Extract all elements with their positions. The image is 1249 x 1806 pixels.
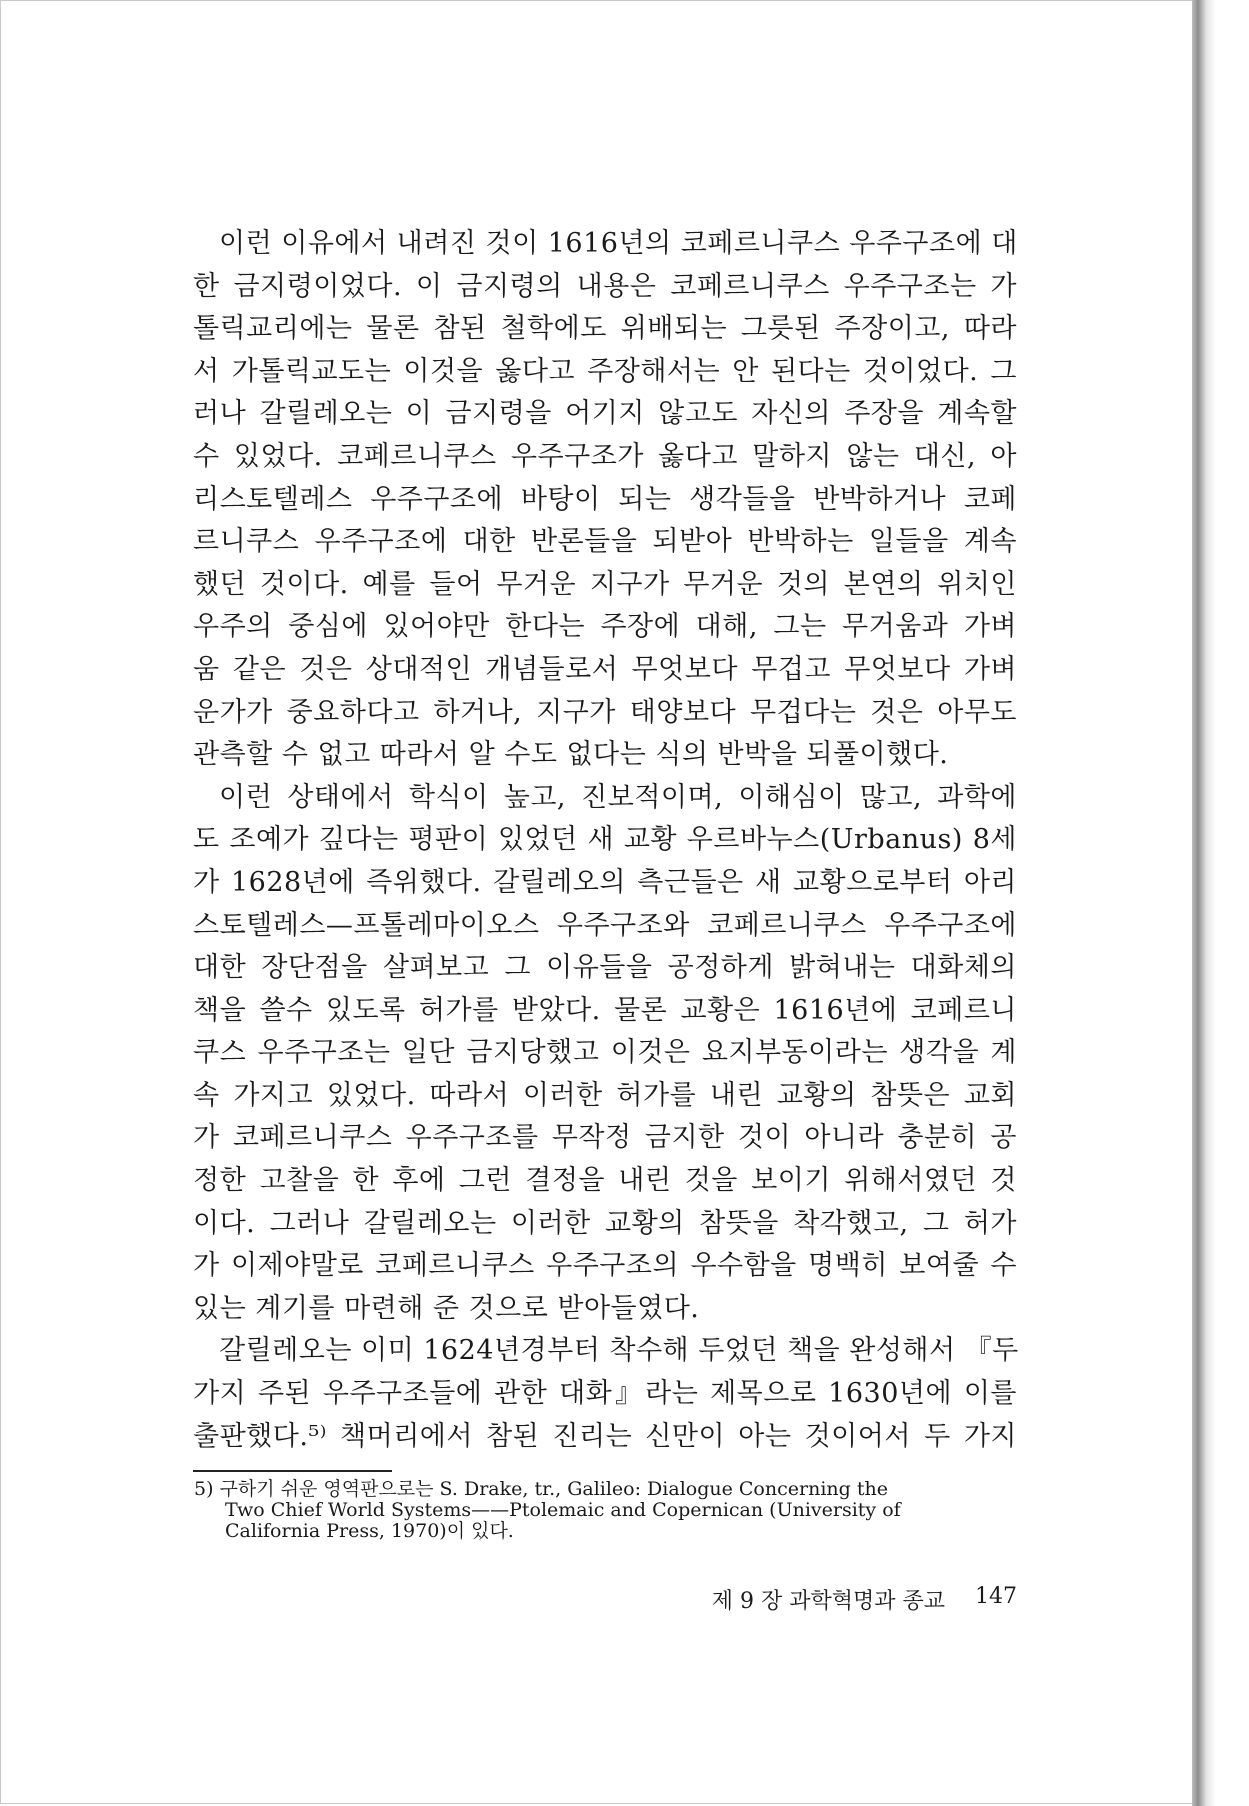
text-line: 쿠스 우주구조는 일단 금지당했고 이것은 요지부동이라는 생각을 계 — [193, 1037, 1017, 1069]
paragraph — [193, 777, 1017, 1331]
text-line: 있는 계기를 마련해 준 것으로 받아들였다. — [193, 1292, 700, 1324]
text-line: 스토텔레스—프톨레마이오스 우주구조와 코페르니쿠스 우주구조에 — [193, 909, 1017, 941]
text-line: 갈릴레오는 이미 1624년경부터 착수해 두었던 책을 완성해서 『두 — [219, 1335, 1019, 1367]
paragraph — [193, 1330, 1017, 1458]
text-line: 도 조예가 깊다는 평판이 있었던 새 교황 우르바누스(Urbanus) 8세 — [193, 824, 1017, 856]
footnote — [194, 1478, 1017, 1542]
footnote-line: 5) 구하기 쉬운 영역판으로는 S. Drake, tr., Galileo: Dialogue Concerning the — [194, 1478, 888, 1500]
page-number: 147 — [975, 1584, 1017, 1609]
footnote-divider — [193, 1470, 392, 1472]
text-line: 운가가 중요하다고 하거나, 지구가 태양보다 무겁다는 것은 아무도 — [193, 696, 1017, 728]
body-text — [193, 223, 1017, 1458]
text-line: 책을 쓸수 있도록 허가를 받았다. 물론 교황은 1616년에 코페르니 — [193, 994, 1017, 1026]
text-line: 정한 고찰을 한 후에 그런 결정을 내린 것을 보이기 위해서였던 것 — [193, 1165, 1017, 1197]
text-line: 움 같은 것은 상대적인 개념들로서 무엇보다 무겁고 무엇보다 가벼 — [193, 653, 1017, 685]
text-line: 르니쿠스 우주구조에 대한 반론들을 되받아 반박하는 일들을 계속 — [193, 526, 1017, 558]
running-footer — [591, 1584, 1017, 1615]
text-line: 가 1628년에 즉위했다. 갈릴레오의 측근들은 새 교황으로부터 아리 — [193, 866, 1017, 898]
text-line: 가 코페르니쿠스 우주구조를 무작정 금지한 것이 아니라 충분히 공 — [193, 1122, 1017, 1154]
text-line: 속 가지고 있었다. 따라서 이러한 허가를 내린 교황의 참뜻은 교회 — [193, 1079, 1017, 1111]
text-line: 이런 상태에서 학식이 높고, 진보적이며, 이해심이 많고, 과학에 — [219, 781, 1017, 813]
text-line: 이런 이유에서 내려진 것이 1616년의 코페르니쿠스 우주구조에 대 — [219, 228, 1018, 259]
text-line: 했던 것이다. 예를 들어 무거운 지구가 무거운 것의 본연의 위치인 — [193, 568, 1017, 600]
text-line: 리스토텔레스 우주구조에 바탕이 되는 생각들을 반박하거나 코페 — [193, 483, 1017, 515]
footnote-line: Two Chief World Systems——Ptolemaic and Copernican (University of — [225, 1499, 901, 1521]
text-line: 대한 장단점을 살펴보고 그 이유들을 공정하게 밝혀내는 대화체의 — [193, 952, 1017, 984]
text-line: 러나 갈릴레오는 이 금지령을 어기지 않고도 자신의 주장을 계속할 — [193, 398, 1017, 430]
text-line: 서 가톨릭교도는 이것을 옳다고 주장해서는 안 된다는 것이었다. 그 — [193, 355, 1017, 387]
text-line: 출판했다.⁵⁾ 책머리에서 참된 진리는 신만이 아는 것이어서 두 가지 — [193, 1420, 1017, 1452]
chapter-title: 제 9 장 과학혁명과 종교 — [711, 1589, 945, 1614]
footnote-line: California Press, 1970)이 있다. — [225, 1520, 514, 1542]
text-line: 톨릭교리에는 물론 참된 철학에도 위배되는 그릇된 주장이고, 따라 — [193, 313, 1017, 345]
text-line: 우주의 중심에 있어야만 한다는 주장에 대해, 그는 무거움과 가벼 — [193, 611, 1017, 643]
text-line: 수 있었다. 코페르니쿠스 우주구조가 옳다고 말하지 않는 대신, 아 — [193, 440, 1017, 472]
page-edge-shadow — [1192, 0, 1216, 1806]
text-line: 한 금지령이었다. 이 금지령의 내용은 코페르니쿠스 우주구조는 가 — [193, 270, 1017, 302]
text-line: 가 이제야말로 코페르니쿠스 우주구조의 우수함을 명백히 보여줄 수 — [193, 1250, 1017, 1282]
text-line: 관측할 수 없고 따라서 알 수도 없다는 식의 반박을 되풀이했다. — [193, 739, 949, 771]
text-line: 이다. 그러나 갈릴레오는 이러한 교황의 참뜻을 착각했고, 그 허가 — [193, 1207, 1017, 1239]
text-line: 가지 주된 우주구조들에 관한 대화』라는 제목으로 1630년에 이를 — [193, 1378, 1017, 1410]
paragraph — [193, 223, 1017, 777]
